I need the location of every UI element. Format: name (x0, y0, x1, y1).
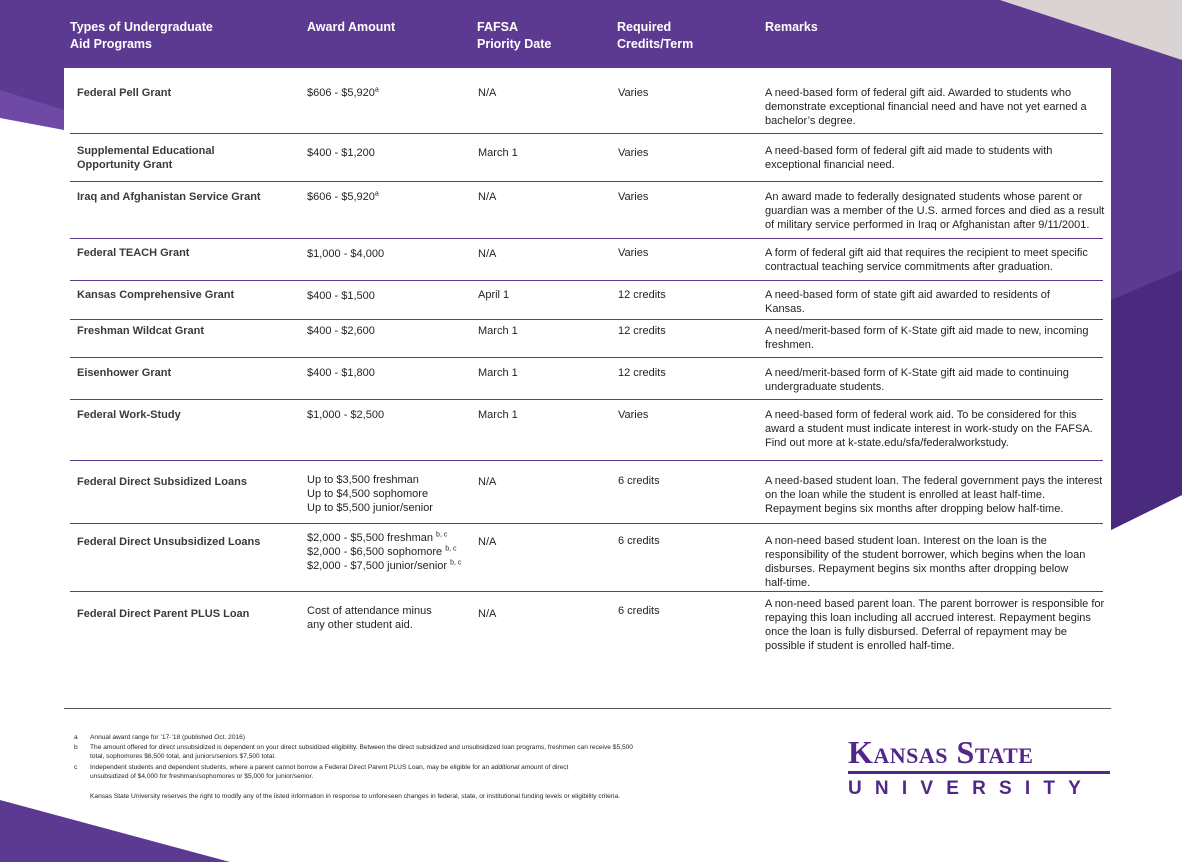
row-divider (70, 280, 1103, 281)
aid-table (64, 68, 1111, 708)
remarks: A non-need based student loan. Interest on the loan is the responsibility of the student borrower, which begins when the loan disburses. Repayment begins six months after dropping below half-time. (765, 535, 1086, 589)
award-amount: $1,000 - $2,500 (307, 409, 385, 421)
footnote-mark: a (74, 734, 78, 741)
program-name: Iraq and Afghanistan Service Grant (77, 191, 261, 203)
row-divider (70, 460, 1103, 461)
award-amount: $1,000 - $4,000 (307, 248, 385, 260)
required-credits: Varies (618, 409, 649, 421)
required-credits: 6 credits (618, 535, 660, 547)
footnote-mark: b (74, 744, 78, 751)
award-amount: $606 - $5,920$^a$ (307, 190, 379, 203)
row-divider (70, 523, 1103, 524)
program-name: Kansas Comprehensive Grant (77, 289, 235, 301)
row-divider (70, 181, 1103, 182)
award-amount: Up to $3,500 freshman Up to $4,500 sophomore Up to $5,500 junior/senior (307, 474, 433, 514)
required-credits: 6 credits (618, 605, 660, 617)
priority-date: March 1 (478, 367, 518, 379)
award-amount: $400 - $1,500 (307, 290, 375, 302)
award-amount: $400 - $1,800 (307, 367, 375, 379)
header-date: FAFSA Priority Date (477, 20, 552, 51)
remarks: A need/merit-based form of K-State gift aid made to continuing undergraduate students. (765, 367, 1069, 393)
award-amount: $400 - $2,600 (307, 325, 375, 337)
row-divider (70, 591, 1103, 592)
required-credits: 6 credits (618, 475, 660, 487)
program-name: Federal Direct Unsubsidized Loans (77, 536, 261, 548)
priority-date: March 1 (478, 147, 518, 159)
logo-wordmark: Kansas State (848, 734, 1034, 770)
footer-rule (64, 708, 1111, 709)
footnote-text: The amount offered for direct unsubsidized is dependent on your direct subsidized eligibility. Between the direct subsidized and unsubsidized loan programs, freshmen can receive $5,500 total, sophomores $6,500 total, and juniors/seniors $7,500 total. (90, 744, 633, 760)
header-amount: Award Amount (307, 20, 396, 34)
required-credits: Varies (618, 191, 649, 203)
award-amount: $606 - $5,920$^a$ (307, 86, 379, 99)
priority-date: March 1 (478, 325, 518, 337)
priority-date: N/A (478, 608, 497, 620)
remarks: An award made to federally designated students whose parent or guardian was a member of the U.S. armed forces and died as a result of military service performed in Iraq or Afghanistan after 9/11/2001. (765, 191, 1105, 231)
priority-date: N/A (478, 476, 497, 488)
row-divider (70, 238, 1103, 239)
remarks: A need-based form of federal gift aid made to students with exceptional financial need. (765, 145, 1053, 171)
program-name: Freshman Wildcat Grant (77, 325, 205, 337)
required-credits: Varies (618, 147, 649, 159)
priority-date: N/A (478, 536, 497, 548)
program-name: Supplemental Educational Opportunity Grant (77, 145, 215, 171)
program-name: Federal Work-Study (77, 409, 181, 421)
table-header (0, 0, 1182, 68)
award-amount: $2,000 - $5,500 freshman $^{b, c}$ $2,000 - $6,500 sophomore $^{b, c}$ $2,000 - $7,500 junior/senior $^{b, c}$ (307, 531, 462, 572)
remarks: A need-based form of state gift aid awarded to residents of Kansas. (765, 289, 1050, 315)
disclaimer: Kansas State University reserves the right to modify any of the listed information in response to unforeseen changes in federal, state, or institutional funding levels or eligibility criteria. (90, 793, 620, 800)
priority-date: N/A (478, 248, 497, 260)
row-divider (70, 133, 1103, 134)
priority-date: N/A (478, 191, 497, 203)
program-name: Federal Direct Subsidized Loans (77, 476, 247, 488)
required-credits: 12 credits (618, 325, 666, 337)
footnote-text: Annual award range for ’17-’18 (published Oct. 2016) (90, 734, 246, 741)
program-name: Federal TEACH Grant (77, 247, 190, 259)
remarks: A need/merit-based form of K-State gift aid made to new, incoming freshmen. (765, 325, 1089, 351)
required-credits: 12 credits (618, 367, 666, 379)
footnote-text: Independent students and dependent students, where a parent cannot borrow a Federal Direct Parent PLUS Loan, may be eligible for an additional amount of direct unsubsidized of $4,000 for freshman/sophomores or $5,000 for junior/senior. (90, 764, 569, 780)
kansas-state-logo (848, 735, 1112, 801)
logo-subline: UNIVERSITY (848, 778, 1095, 799)
required-credits: 12 credits (618, 289, 666, 301)
award-amount: Cost of attendance minus any other student aid. (307, 605, 432, 631)
required-credits: Varies (618, 87, 649, 99)
row-divider (70, 357, 1103, 358)
priority-date: April 1 (478, 289, 510, 301)
remarks: A need-based student loan. The federal government pays the interest on the loan while the student is enrolled at least half-time. Repayment begins six months after dropping below half-time. (765, 475, 1103, 515)
row-divider (70, 319, 1103, 320)
priority-date: March 1 (478, 409, 518, 421)
header-program: Types of Undergraduate Aid Programs (70, 20, 213, 51)
priority-date: N/A (478, 87, 497, 99)
remarks: A need-based form of federal gift aid. Awarded to students who demonstrate exceptional financial need and have not yet earned a bachelor’s degree. (765, 87, 1087, 127)
remarks: A need-based form of federal work aid. To be considered for this award a student must indicate interest in work-study on the FAFSA. Find out more at k-state.edu/sfa/federalworkstudy. (765, 409, 1093, 449)
program-name: Eisenhower Grant (77, 367, 172, 379)
row-divider (70, 399, 1103, 400)
remarks: A form of federal gift aid that requires the recipient to meet specific contractual teaching service commitments after graduation. (765, 247, 1088, 273)
program-name: Federal Direct Parent PLUS Loan (77, 608, 250, 620)
program-name: Federal Pell Grant (77, 87, 172, 99)
award-amount: $400 - $1,200 (307, 147, 375, 159)
required-credits: Varies (618, 247, 649, 259)
remarks: A non-need based parent loan. The parent borrower is responsible for repaying this loan including all accrued interest. Repayment begins once the loan is fully disbursed. Deferral of repayment may be possible if student is enrolled half-time. (765, 598, 1105, 652)
header-remarks: Remarks (765, 20, 818, 34)
footnote-mark: c (74, 764, 78, 771)
logo-rule (848, 771, 1110, 774)
header-credits: Required Credits/Term (617, 20, 694, 51)
